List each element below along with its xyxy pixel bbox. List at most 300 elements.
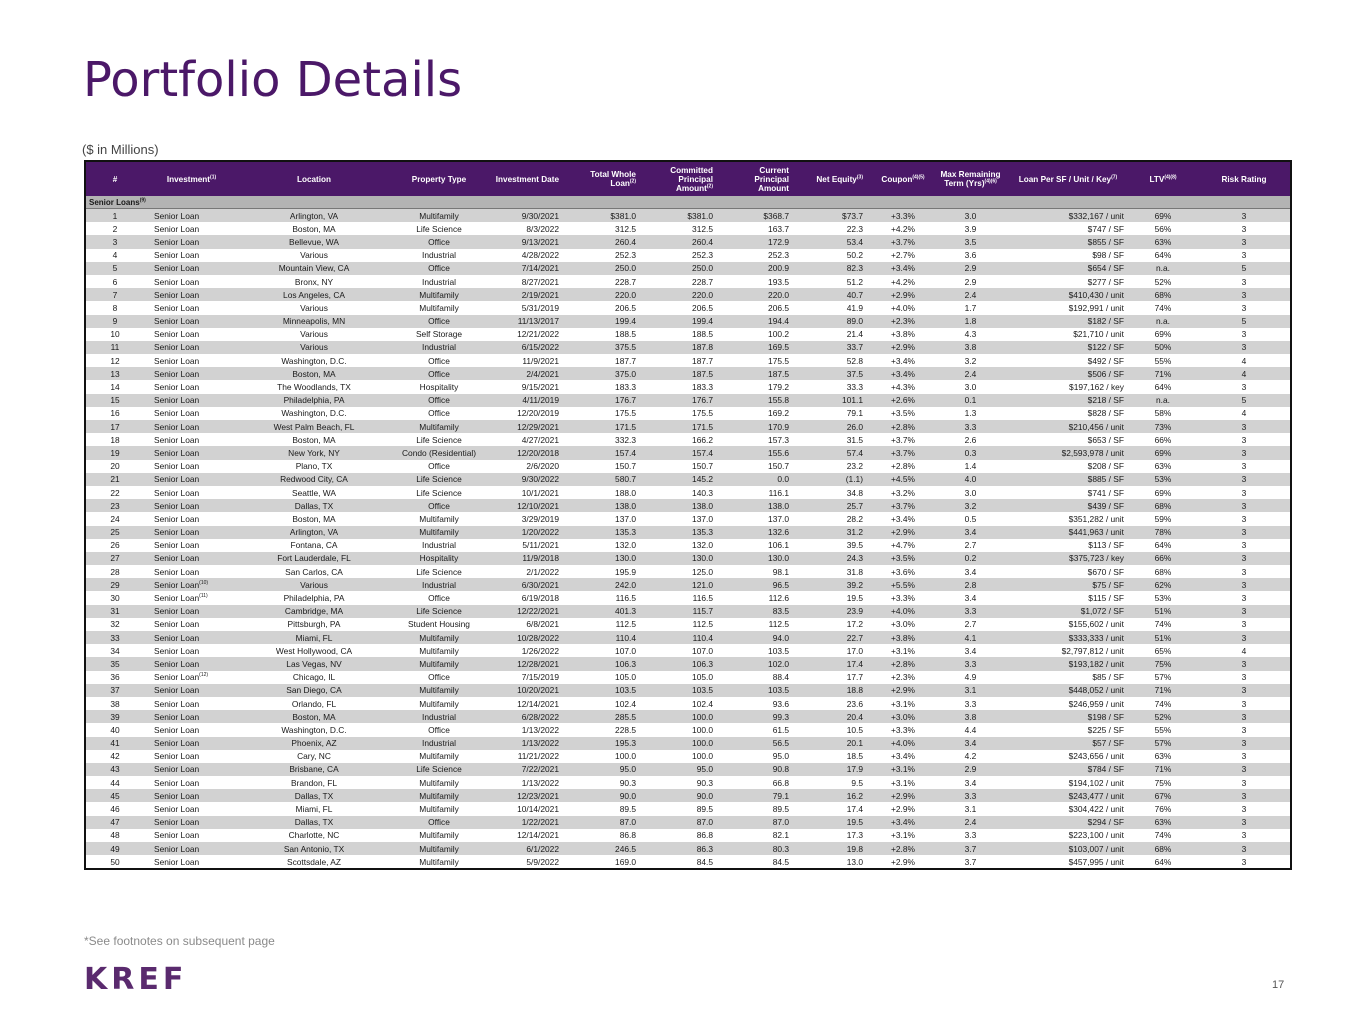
investment-cell: Senior Loan <box>144 367 239 380</box>
investment-date-cell: 4/11/2019 <box>489 394 569 407</box>
committed-principal-cell: 150.7 <box>646 460 723 473</box>
row-number-cell: 8 <box>86 301 144 314</box>
column-header: Total Whole Loan$^{(2)}$ <box>590 170 636 188</box>
total-whole-loan-cell: 195.9 <box>569 565 646 578</box>
current-principal-cell: 79.1 <box>723 789 799 802</box>
investment-date-cell: 11/21/2022 <box>489 750 569 763</box>
investment-date-cell: 12/20/2019 <box>489 407 569 420</box>
current-principal-cell: 170.9 <box>723 420 799 433</box>
investment-cell: Senior Loan <box>144 222 239 235</box>
location-cell: Brandon, FL <box>239 776 389 789</box>
committed-principal-cell: 100.0 <box>646 737 723 750</box>
ltv-cell: 66% <box>1128 433 1198 446</box>
ltv-cell: 55% <box>1128 354 1198 367</box>
committed-principal-cell: $381.0 <box>646 209 723 223</box>
location-cell: San Antonio, TX <box>239 842 389 855</box>
net-equity-cell: 16.2 <box>799 789 873 802</box>
coupon-cell: +3.4% <box>873 512 933 525</box>
risk-rating-cell: 3 <box>1198 288 1290 301</box>
net-equity-cell: 28.2 <box>799 512 873 525</box>
coupon-cell: +3.2% <box>873 486 933 499</box>
total-whole-loan-cell: 106.3 <box>569 657 646 670</box>
remaining-term-cell: 3.3 <box>933 420 1008 433</box>
total-whole-loan-cell: 260.4 <box>569 235 646 248</box>
remaining-term-cell: 4.9 <box>933 671 1008 684</box>
total-whole-loan-cell: 228.5 <box>569 723 646 736</box>
coupon-cell: +3.4% <box>873 262 933 275</box>
investment-date-cell: 1/26/2022 <box>489 644 569 657</box>
current-principal-cell: 87.0 <box>723 816 799 829</box>
current-principal-cell: 200.9 <box>723 262 799 275</box>
table-row <box>86 460 1290 473</box>
table-row <box>86 552 1290 565</box>
total-whole-loan-cell: 90.0 <box>569 789 646 802</box>
location-cell: San Diego, CA <box>239 684 389 697</box>
total-whole-loan-cell: 332.3 <box>569 433 646 446</box>
loan-per-unit-cell: $98 / SF <box>1008 249 1128 262</box>
current-principal-cell: 172.9 <box>723 235 799 248</box>
remaining-term-cell: 3.1 <box>933 684 1008 697</box>
units-note: ($ in Millions) <box>82 142 159 157</box>
location-cell: Miami, FL <box>239 802 389 815</box>
loan-per-unit-cell: $182 / SF <box>1008 315 1128 328</box>
remaining-term-cell: 1.7 <box>933 301 1008 314</box>
row-number-cell: 28 <box>86 565 144 578</box>
location-cell: Charlotte, NC <box>239 829 389 842</box>
total-whole-loan-cell: 157.4 <box>569 446 646 459</box>
net-equity-cell: 20.1 <box>799 737 873 750</box>
property-type-cell: Life Science <box>389 433 489 446</box>
loan-per-unit-cell: $492 / SF <box>1008 354 1128 367</box>
location-cell: Various <box>239 578 389 591</box>
row-number-cell: 46 <box>86 802 144 815</box>
total-whole-loan-cell: 116.5 <box>569 591 646 604</box>
loan-per-unit-cell: $223,100 / unit <box>1008 829 1128 842</box>
row-number-cell: 4 <box>86 249 144 262</box>
total-whole-loan-cell: 188.0 <box>569 486 646 499</box>
total-whole-loan-cell: 252.3 <box>569 249 646 262</box>
risk-rating-cell: 3 <box>1198 275 1290 288</box>
ltv-cell: 52% <box>1128 275 1198 288</box>
loan-per-unit-cell: $747 / SF <box>1008 222 1128 235</box>
total-whole-loan-cell: 102.4 <box>569 697 646 710</box>
ltv-cell: 57% <box>1128 671 1198 684</box>
investment-cell: Senior Loan <box>144 275 239 288</box>
coupon-cell: +4.5% <box>873 473 933 486</box>
coupon-cell: +3.6% <box>873 565 933 578</box>
table-row <box>86 591 1290 604</box>
current-principal-cell: 93.6 <box>723 697 799 710</box>
net-equity-cell: 57.4 <box>799 446 873 459</box>
committed-principal-cell: 95.0 <box>646 763 723 776</box>
ltv-cell: 58% <box>1128 407 1198 420</box>
location-cell: Cambridge, MA <box>239 605 389 618</box>
table-row <box>86 723 1290 736</box>
coupon-cell: +3.5% <box>873 552 933 565</box>
investment-cell: Senior Loan <box>144 407 239 420</box>
remaining-term-cell: 3.9 <box>933 222 1008 235</box>
total-whole-loan-cell: 130.0 <box>569 552 646 565</box>
ltv-cell: 51% <box>1128 631 1198 644</box>
committed-principal-cell: 115.7 <box>646 605 723 618</box>
total-whole-loan-cell: 169.0 <box>569 855 646 868</box>
table-row <box>86 222 1290 235</box>
investment-date-cell: 6/28/2022 <box>489 710 569 723</box>
coupon-cell: +4.2% <box>873 275 933 288</box>
net-equity-cell: 37.5 <box>799 367 873 380</box>
investment-cell: Senior Loan <box>144 644 239 657</box>
coupon-cell: +3.7% <box>873 433 933 446</box>
table-row <box>86 816 1290 829</box>
committed-principal-cell: 175.5 <box>646 407 723 420</box>
location-cell: Dallas, TX <box>239 789 389 802</box>
table-row <box>86 763 1290 776</box>
risk-rating-cell: 4 <box>1198 644 1290 657</box>
investment-date-cell: 12/10/2021 <box>489 499 569 512</box>
page-title: Portfolio Details <box>83 52 463 108</box>
column-header: Coupon$^{(4)(5)}$ <box>881 173 925 184</box>
coupon-cell: +2.7% <box>873 249 933 262</box>
committed-principal-cell: 116.5 <box>646 591 723 604</box>
table-row <box>86 618 1290 631</box>
location-cell: Boston, MA <box>239 512 389 525</box>
net-equity-cell: 17.4 <box>799 657 873 670</box>
investment-cell: Senior Loan <box>144 842 239 855</box>
property-type-cell: Multifamily <box>389 697 489 710</box>
ltv-cell: 67% <box>1128 789 1198 802</box>
risk-rating-cell: 3 <box>1198 235 1290 248</box>
risk-rating-cell: 3 <box>1198 328 1290 341</box>
remaining-term-cell: 2.8 <box>933 578 1008 591</box>
net-equity-cell: 89.0 <box>799 315 873 328</box>
property-type-cell: Hospitality <box>389 552 489 565</box>
committed-principal-cell: 100.0 <box>646 750 723 763</box>
current-principal-cell: 100.2 <box>723 328 799 341</box>
total-whole-loan-cell: 112.5 <box>569 618 646 631</box>
coupon-cell: +3.1% <box>873 763 933 776</box>
risk-rating-cell: 3 <box>1198 750 1290 763</box>
total-whole-loan-cell: 89.5 <box>569 802 646 815</box>
table-row <box>86 473 1290 486</box>
coupon-cell: +4.0% <box>873 605 933 618</box>
coupon-cell: +2.6% <box>873 394 933 407</box>
location-cell: Plano, TX <box>239 460 389 473</box>
location-cell: Scottsdale, AZ <box>239 855 389 868</box>
property-type-cell: Office <box>389 315 489 328</box>
coupon-cell: +2.9% <box>873 684 933 697</box>
investment-date-cell: 9/15/2021 <box>489 380 569 393</box>
coupon-cell: +4.0% <box>873 737 933 750</box>
coupon-cell: +2.9% <box>873 341 933 354</box>
remaining-term-cell: 3.2 <box>933 354 1008 367</box>
total-whole-loan-cell: 107.0 <box>569 644 646 657</box>
ltv-cell: 56% <box>1128 222 1198 235</box>
remaining-term-cell: 3.4 <box>933 644 1008 657</box>
property-type-cell: Self Storage <box>389 328 489 341</box>
investment-cell: Senior Loan <box>144 235 239 248</box>
risk-rating-cell: 3 <box>1198 526 1290 539</box>
investment-date-cell: 9/13/2021 <box>489 235 569 248</box>
current-principal-cell: 130.0 <box>723 552 799 565</box>
property-type-cell: Office <box>389 354 489 367</box>
table-row <box>86 539 1290 552</box>
loan-per-unit-cell: $277 / SF <box>1008 275 1128 288</box>
current-principal-cell: 194.4 <box>723 315 799 328</box>
investment-date-cell: 5/11/2021 <box>489 539 569 552</box>
loan-per-unit-cell: $193,182 / unit <box>1008 657 1128 670</box>
remaining-term-cell: 0.1 <box>933 394 1008 407</box>
location-cell: Las Vegas, NV <box>239 657 389 670</box>
remaining-term-cell: 0.5 <box>933 512 1008 525</box>
investment-date-cell: 4/28/2022 <box>489 249 569 262</box>
committed-principal-cell: 252.3 <box>646 249 723 262</box>
risk-rating-cell: 3 <box>1198 420 1290 433</box>
loan-per-unit-cell: $2,797,812 / unit <box>1008 644 1128 657</box>
total-whole-loan-cell: 228.7 <box>569 275 646 288</box>
ltv-cell: 73% <box>1128 420 1198 433</box>
investment-cell: Senior Loan <box>144 499 239 512</box>
committed-principal-cell: 100.0 <box>646 710 723 723</box>
current-principal-cell: 0.0 <box>723 473 799 486</box>
current-principal-cell: 103.5 <box>723 684 799 697</box>
loan-per-unit-cell: $294 / SF <box>1008 816 1128 829</box>
net-equity-cell: 50.2 <box>799 249 873 262</box>
table-row <box>86 644 1290 657</box>
table-row <box>86 433 1290 446</box>
risk-rating-cell: 3 <box>1198 816 1290 829</box>
investment-cell: Senior Loan <box>144 684 239 697</box>
net-equity-cell: (1.1) <box>799 473 873 486</box>
row-number-cell: 9 <box>86 315 144 328</box>
loan-per-unit-cell: $741 / SF <box>1008 486 1128 499</box>
remaining-term-cell: 3.4 <box>933 526 1008 539</box>
ltv-cell: 76% <box>1128 802 1198 815</box>
coupon-cell: +5.5% <box>873 578 933 591</box>
risk-rating-cell: 3 <box>1198 710 1290 723</box>
investment-cell: Senior Loan <box>144 737 239 750</box>
net-equity-cell: 23.6 <box>799 697 873 710</box>
current-principal-cell: 83.5 <box>723 605 799 618</box>
risk-rating-cell: 3 <box>1198 776 1290 789</box>
total-whole-loan-cell: 86.8 <box>569 829 646 842</box>
property-type-cell: Multifamily <box>389 526 489 539</box>
current-principal-cell: 106.1 <box>723 539 799 552</box>
total-whole-loan-cell: 312.5 <box>569 222 646 235</box>
committed-principal-cell: 112.5 <box>646 618 723 631</box>
table-row <box>86 499 1290 512</box>
loan-per-unit-cell: $198 / SF <box>1008 710 1128 723</box>
property-type-cell: Industrial <box>389 275 489 288</box>
investment-date-cell: 10/14/2021 <box>489 802 569 815</box>
ltv-cell: 68% <box>1128 565 1198 578</box>
loan-per-unit-cell: $333,333 / unit <box>1008 631 1128 644</box>
coupon-cell: +3.5% <box>873 407 933 420</box>
coupon-cell: +2.9% <box>873 526 933 539</box>
column-header: $LTV^{(4)(8)}$ <box>1149 173 1177 184</box>
remaining-term-cell: 4.1 <box>933 631 1008 644</box>
total-whole-loan-cell: 183.3 <box>569 380 646 393</box>
ltv-cell: 50% <box>1128 341 1198 354</box>
investment-cell: Senior Loan <box>144 552 239 565</box>
ltv-cell: 55% <box>1128 723 1198 736</box>
investment-date-cell: 4/27/2021 <box>489 433 569 446</box>
investment-date-cell: 6/19/2018 <box>489 591 569 604</box>
current-principal-cell: 175.5 <box>723 354 799 367</box>
current-principal-cell: 112.6 <box>723 591 799 604</box>
table-row <box>86 249 1290 262</box>
current-principal-cell: 90.8 <box>723 763 799 776</box>
property-type-cell: Office <box>389 394 489 407</box>
investment-date-cell: 8/3/2022 <box>489 222 569 235</box>
net-equity-cell: 101.1 <box>799 394 873 407</box>
net-equity-cell: 9.5 <box>799 776 873 789</box>
ltv-cell: 75% <box>1128 657 1198 670</box>
risk-rating-cell: 3 <box>1198 763 1290 776</box>
property-type-cell: Life Science <box>389 763 489 776</box>
net-equity-cell: 18.8 <box>799 684 873 697</box>
current-principal-cell: 61.5 <box>723 723 799 736</box>
property-type-cell: Multifamily <box>389 750 489 763</box>
portfolio-table <box>86 162 1290 868</box>
committed-principal-cell: 107.0 <box>646 644 723 657</box>
committed-principal-cell: 140.3 <box>646 486 723 499</box>
committed-principal-cell: 130.0 <box>646 552 723 565</box>
ltv-cell: 68% <box>1128 499 1198 512</box>
table-row <box>86 776 1290 789</box>
investment-cell: Senior Loan <box>144 460 239 473</box>
committed-principal-cell: 188.5 <box>646 328 723 341</box>
committed-principal-cell: 90.0 <box>646 789 723 802</box>
committed-principal-cell: 86.8 <box>646 829 723 842</box>
investment-cell: Senior Loan <box>144 776 239 789</box>
ltv-cell: 65% <box>1128 644 1198 657</box>
location-cell: Brisbane, CA <box>239 763 389 776</box>
coupon-cell: +3.7% <box>873 499 933 512</box>
ltv-cell: 69% <box>1128 209 1198 223</box>
investment-cell: Senior Loan <box>144 526 239 539</box>
row-number-cell: 34 <box>86 644 144 657</box>
risk-rating-cell: 3 <box>1198 341 1290 354</box>
table-row <box>86 328 1290 341</box>
risk-rating-cell: 3 <box>1198 631 1290 644</box>
coupon-cell: +3.7% <box>873 446 933 459</box>
risk-rating-cell: 5 <box>1198 262 1290 275</box>
row-number-cell: 7 <box>86 288 144 301</box>
investment-cell: Senior Loan <box>144 657 239 670</box>
current-principal-cell: 138.0 <box>723 499 799 512</box>
total-whole-loan-cell: 110.4 <box>569 631 646 644</box>
property-type-cell: Condo (Residential) <box>389 446 489 459</box>
current-principal-cell: 56.5 <box>723 737 799 750</box>
column-header: Investment$^{(1)}$ <box>166 173 217 184</box>
current-principal-cell: 206.5 <box>723 301 799 314</box>
total-whole-loan-cell: 199.4 <box>569 315 646 328</box>
remaining-term-cell: 2.4 <box>933 288 1008 301</box>
remaining-term-cell: 3.2 <box>933 499 1008 512</box>
risk-rating-cell: 4 <box>1198 354 1290 367</box>
remaining-term-cell: 3.4 <box>933 591 1008 604</box>
investment-cell: Senior Loan <box>144 288 239 301</box>
total-whole-loan-cell: 220.0 <box>569 288 646 301</box>
investment-date-cell: 5/9/2022 <box>489 855 569 868</box>
remaining-term-cell: 1.4 <box>933 460 1008 473</box>
total-whole-loan-cell: 150.7 <box>569 460 646 473</box>
loan-per-unit-cell: $194,102 / unit <box>1008 776 1128 789</box>
ltv-cell: 64% <box>1128 539 1198 552</box>
coupon-cell: +3.3% <box>873 723 933 736</box>
current-principal-cell: 84.5 <box>723 855 799 868</box>
property-type-cell: Industrial <box>389 737 489 750</box>
loan-per-unit-cell: $155,602 / unit <box>1008 618 1128 631</box>
net-equity-cell: 53.4 <box>799 235 873 248</box>
row-number-cell: 29 <box>86 578 144 591</box>
remaining-term-cell: 3.0 <box>933 486 1008 499</box>
page-number: 17 <box>1272 979 1285 991</box>
loan-per-unit-cell: $375,723 / key <box>1008 552 1128 565</box>
remaining-term-cell: 2.7 <box>933 539 1008 552</box>
loan-per-unit-cell: $85 / SF <box>1008 671 1128 684</box>
row-number-cell: 33 <box>86 631 144 644</box>
committed-principal-cell: 135.3 <box>646 526 723 539</box>
row-number-cell: 47 <box>86 816 144 829</box>
table-row <box>86 789 1290 802</box>
row-number-cell: 43 <box>86 763 144 776</box>
investment-date-cell: 9/30/2021 <box>489 209 569 223</box>
investment-date-cell: 2/19/2021 <box>489 288 569 301</box>
location-cell: West Palm Beach, FL <box>239 420 389 433</box>
loan-per-unit-cell: $218 / SF <box>1008 394 1128 407</box>
committed-principal-cell: 250.0 <box>646 262 723 275</box>
total-whole-loan-cell: 105.0 <box>569 671 646 684</box>
remaining-term-cell: 3.3 <box>933 657 1008 670</box>
investment-cell: Senior Loan$^{(10)}$ <box>144 578 239 591</box>
risk-rating-cell: 3 <box>1198 446 1290 459</box>
risk-rating-cell: 3 <box>1198 684 1290 697</box>
investment-date-cell: 12/22/2021 <box>489 605 569 618</box>
investment-date-cell: 1/20/2022 <box>489 526 569 539</box>
committed-principal-cell: 89.5 <box>646 802 723 815</box>
section-label: Senior Loans$^{(9)}$ <box>86 196 1290 209</box>
property-type-cell: Multifamily <box>389 842 489 855</box>
column-header: Risk Rating <box>1221 174 1267 184</box>
remaining-term-cell: 3.3 <box>933 605 1008 618</box>
location-cell: Boston, MA <box>239 433 389 446</box>
committed-principal-cell: 176.7 <box>646 394 723 407</box>
table-row <box>86 829 1290 842</box>
total-whole-loan-cell: 375.5 <box>569 341 646 354</box>
column-header: Net Equity$^{(3)}$ <box>816 173 863 184</box>
investment-cell: Senior Loan <box>144 618 239 631</box>
risk-rating-cell: 3 <box>1198 209 1290 223</box>
loan-per-unit-cell: $506 / SF <box>1008 367 1128 380</box>
committed-principal-cell: 106.3 <box>646 657 723 670</box>
coupon-cell: +3.4% <box>873 750 933 763</box>
table-row <box>86 420 1290 433</box>
property-type-cell: Office <box>389 591 489 604</box>
coupon-cell: +2.8% <box>873 420 933 433</box>
investment-cell: Senior Loan$^{(11)}$ <box>144 591 239 604</box>
net-equity-cell: 20.4 <box>799 710 873 723</box>
row-number-cell: 2 <box>86 222 144 235</box>
location-cell: Minneapolis, MN <box>239 315 389 328</box>
ltv-cell: 64% <box>1128 855 1198 868</box>
table-row <box>86 526 1290 539</box>
coupon-cell: +3.3% <box>873 591 933 604</box>
property-type-cell: Multifamily <box>389 512 489 525</box>
coupon-cell: +3.1% <box>873 644 933 657</box>
risk-rating-cell: 3 <box>1198 512 1290 525</box>
investment-date-cell: 12/29/2021 <box>489 420 569 433</box>
